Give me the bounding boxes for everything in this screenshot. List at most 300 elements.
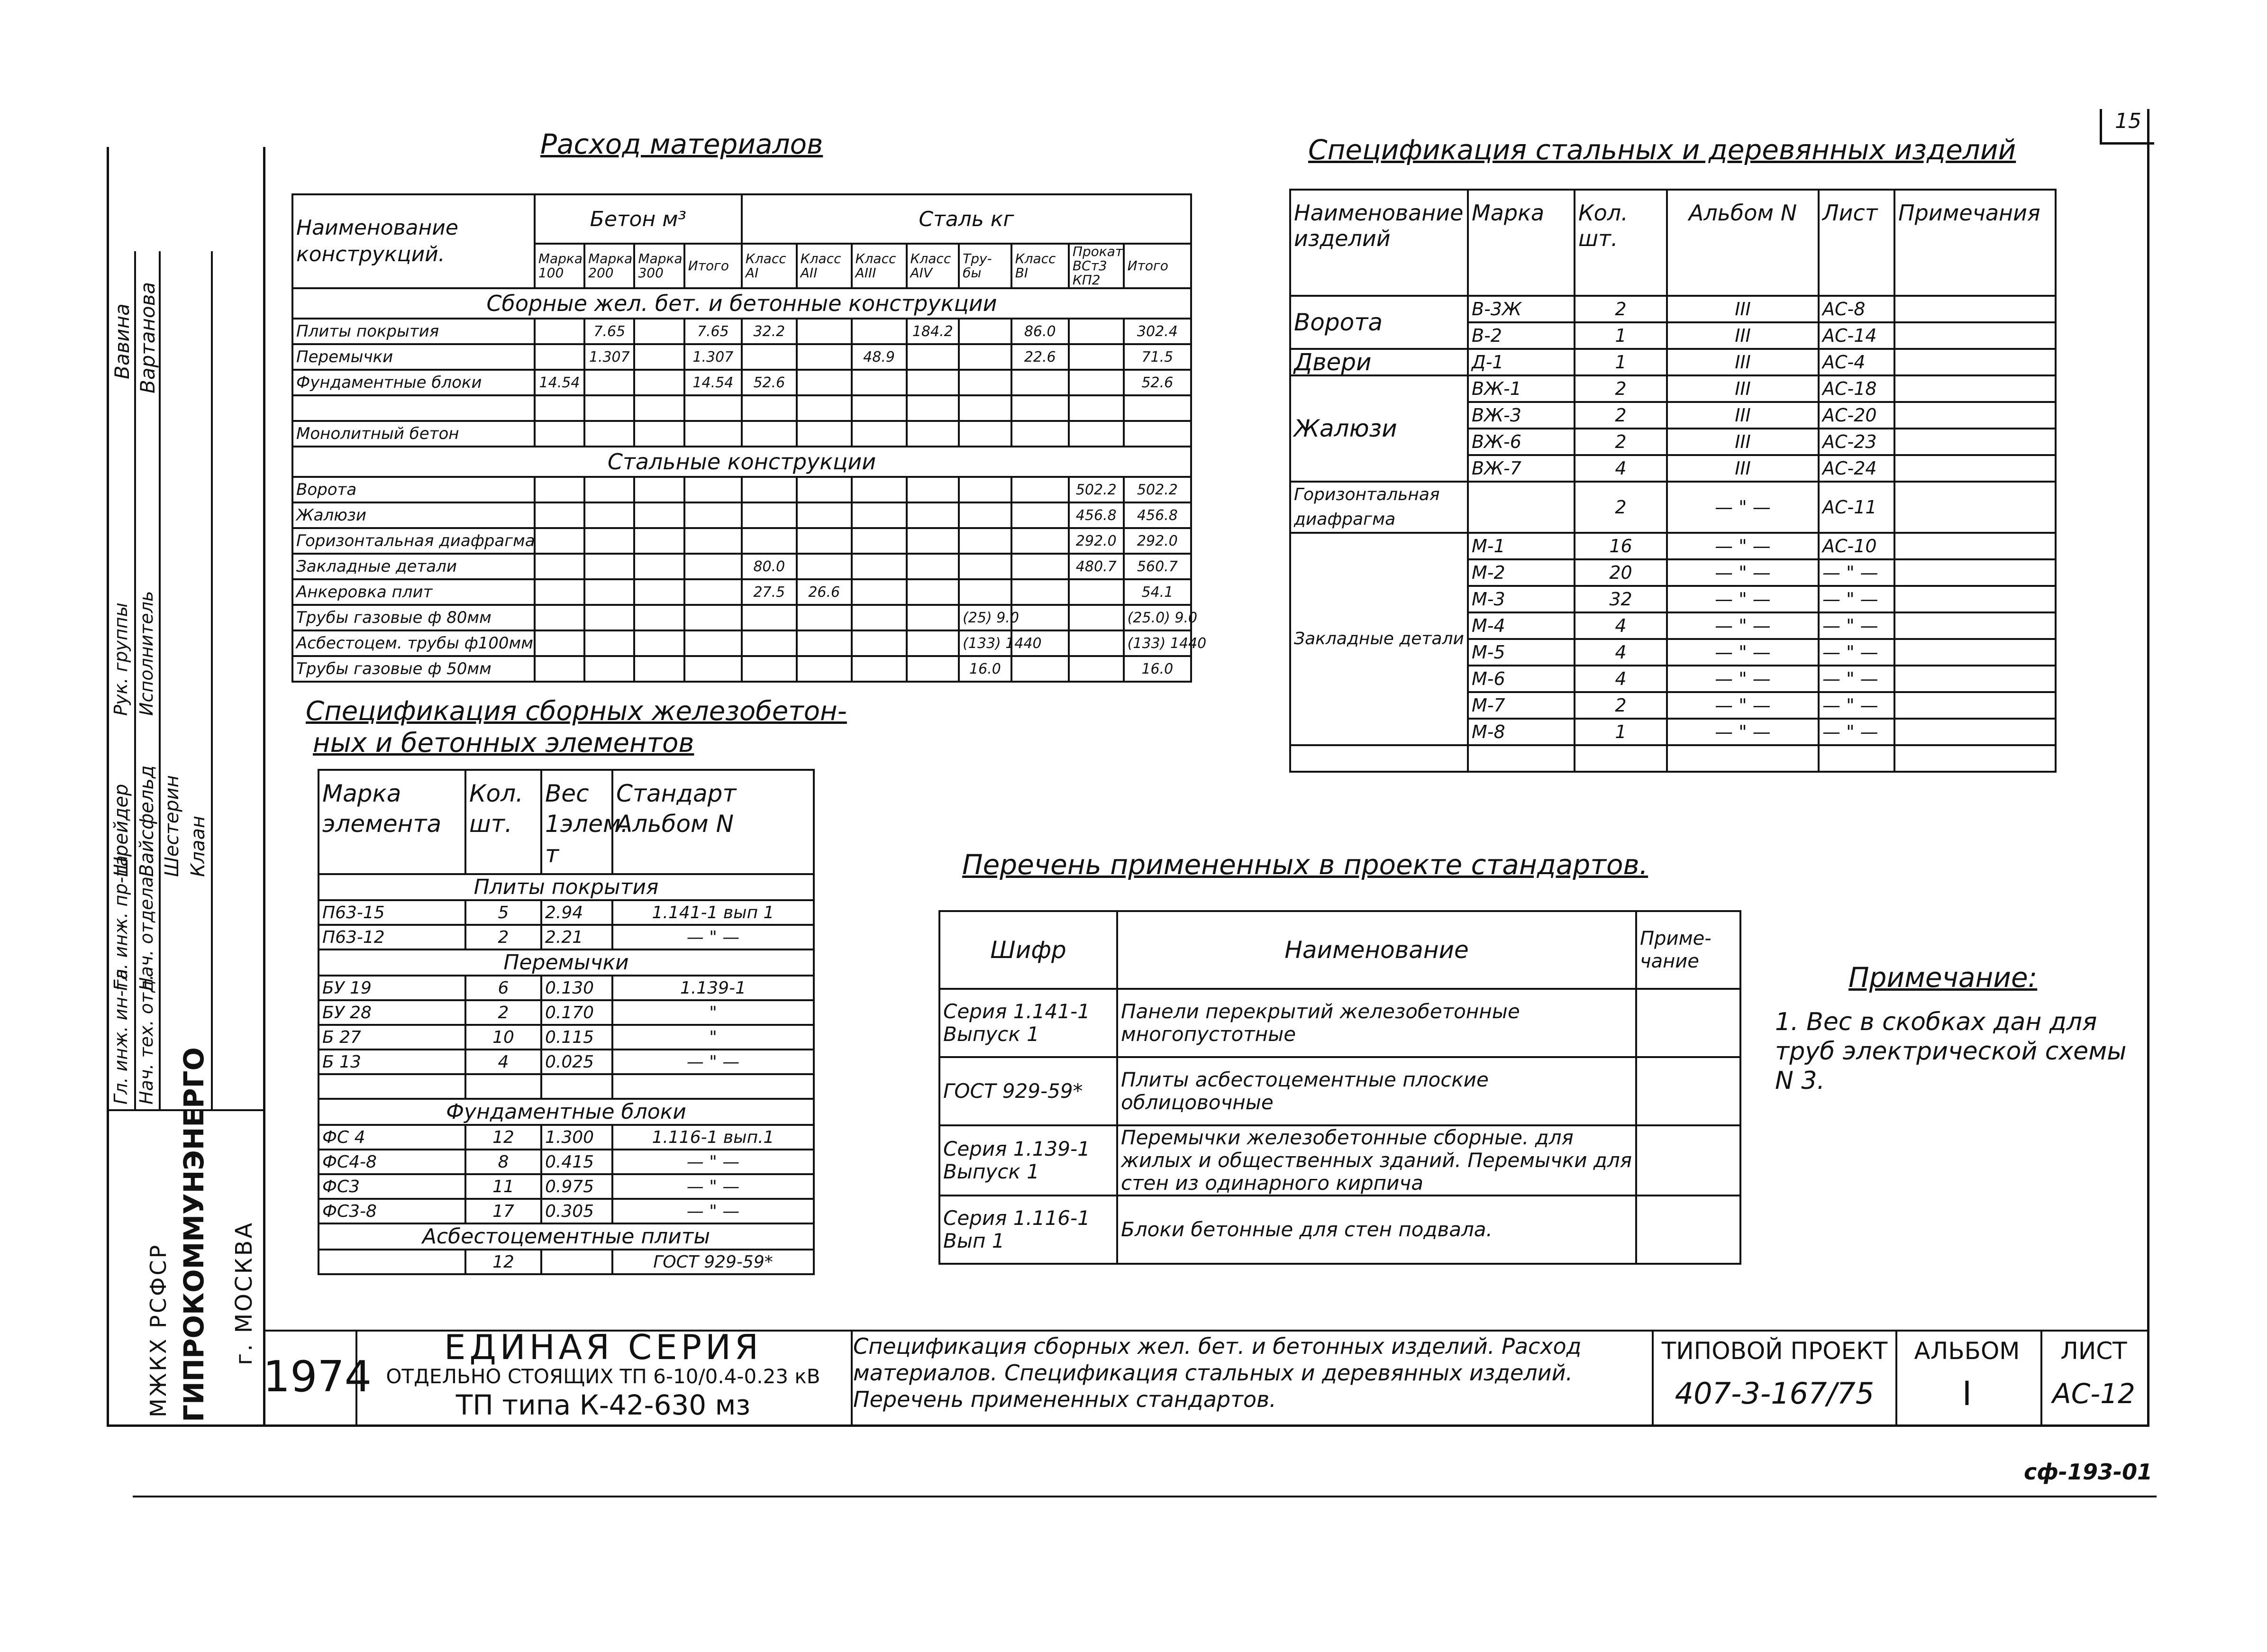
row-qty: [465, 1074, 541, 1099]
table-row: [1290, 349, 2056, 375]
row-value: [1011, 502, 1069, 528]
row-code: Серия 1.116-1 Вып 1: [939, 1196, 1117, 1264]
row-name: Монолитный бетон: [292, 421, 535, 447]
page-number: 15: [2100, 109, 2154, 145]
tb-sheet-value: АС-12: [2052, 1378, 2135, 1410]
row-value: [535, 421, 584, 447]
table-row: [292, 630, 1191, 656]
row-value: [1069, 370, 1124, 395]
row-value: [584, 630, 634, 656]
tb-sheet-label: ЛИСТ: [2060, 1337, 2127, 1365]
row-value: [584, 528, 634, 554]
row-note: [1894, 612, 2056, 639]
tb-series-box: [355, 1327, 853, 1424]
row-sheet: АС-8: [1819, 296, 1894, 322]
row-value: [907, 579, 959, 605]
row-sheet: — " —: [1819, 692, 1894, 719]
row-weight: 0.305: [541, 1199, 612, 1223]
sw-header-cell: Примечания: [1894, 190, 2056, 296]
row-mark: ФС 4: [319, 1125, 465, 1150]
row-value: [1011, 421, 1069, 447]
row-qty: 2: [1575, 429, 1667, 455]
standards-title: Перечень примененных в проекте стандартов.: [962, 849, 1648, 881]
row-sheet: АС-10: [1819, 533, 1894, 559]
row-album: — " —: [1667, 559, 1819, 586]
row-note: [1636, 1125, 1740, 1196]
row-note: [1894, 559, 2056, 586]
note-text: 1. Вес в скобках дан для труб электрической схемы N 3.: [1775, 1008, 2127, 1095]
row-value: [584, 370, 634, 395]
row-value: [684, 502, 742, 528]
row-mark: П63-15: [319, 900, 465, 925]
row-mark: М-4: [1468, 612, 1575, 639]
row-qty: 16: [1575, 533, 1667, 559]
row-value: [634, 395, 684, 421]
st-header-cell: Наименование: [1117, 911, 1636, 989]
row-value: [634, 554, 684, 579]
row-name: Плиты асбестоцементные плоские облицовочные: [1117, 1057, 1636, 1125]
table-row: [319, 1050, 814, 1074]
row-value: [852, 630, 907, 656]
row-value: [535, 579, 584, 605]
stamp-name: Клаан: [187, 815, 209, 877]
row-value: [1011, 370, 1069, 395]
row-value: [852, 502, 907, 528]
stamp-city: г. МОСКВА: [231, 1221, 257, 1365]
row-value: [742, 421, 797, 447]
table-row: [319, 925, 814, 949]
table-row: [292, 656, 1191, 682]
row-value: 22.6: [1011, 344, 1069, 370]
elements-group-title: Плиты покрытия: [319, 874, 814, 900]
subheader-cell: Прокат ВСт3 КП2: [1069, 244, 1124, 288]
row-code: Серия 1.139-1 Выпуск 1: [939, 1125, 1117, 1196]
stamp-name: Шрейдер: [110, 784, 132, 877]
row-value: [634, 502, 684, 528]
row-value: 86.0: [1011, 319, 1069, 344]
row-value: [684, 554, 742, 579]
row-weight: 0.415: [541, 1150, 612, 1174]
row-note: [1636, 1196, 1740, 1264]
row-value: [907, 528, 959, 554]
steel-wood-body: [1290, 296, 2056, 772]
row-value: [684, 395, 742, 421]
row-value: [852, 477, 907, 502]
row-qty: 12: [465, 1250, 541, 1274]
group-name: Ворота: [1290, 296, 1468, 349]
row-name: Горизонтальная диафрагма: [292, 528, 535, 554]
row-album: — " —: [1667, 612, 1819, 639]
row-value: 71.5: [1124, 344, 1191, 370]
tb-year: 1974: [263, 1330, 357, 1424]
table-row: [939, 1057, 1740, 1125]
subheader-cell: Марка 200: [584, 244, 634, 288]
row-note: [1636, 1057, 1740, 1125]
row-value: 456.8: [1124, 502, 1191, 528]
row-standard: — " —: [612, 1199, 814, 1223]
row-value: 292.0: [1124, 528, 1191, 554]
row-note: [1894, 455, 2056, 482]
row-value: [584, 477, 634, 502]
row-name: [1290, 745, 1468, 772]
row-standard: — " —: [612, 1150, 814, 1174]
row-value: [797, 656, 852, 682]
row-qty: 1: [1575, 719, 1667, 745]
elements-table: [318, 769, 815, 1275]
table-row: [292, 579, 1191, 605]
row-qty: 17: [465, 1199, 541, 1223]
row-value: [959, 528, 1011, 554]
subheader-cell: Марка 300: [634, 244, 684, 288]
row-qty: 20: [1575, 559, 1667, 586]
row-qty: 2: [1575, 692, 1667, 719]
row-value: [852, 554, 907, 579]
row-value: [1894, 745, 2056, 772]
el-header-cell: Марка элемента: [319, 770, 465, 874]
materials-section-title: Стальные конструкции: [292, 447, 1191, 477]
row-mark: БУ 28: [319, 1000, 465, 1025]
row-value: [959, 579, 1011, 605]
row-value: [1069, 395, 1124, 421]
row-value: [1069, 630, 1124, 656]
row-value: 480.7: [1069, 554, 1124, 579]
row-value: [584, 605, 634, 630]
table-row: [319, 1074, 814, 1099]
row-value: [797, 370, 852, 395]
row-mark: Б 27: [319, 1025, 465, 1050]
row-value: 502.2: [1124, 477, 1191, 502]
sw-header-cell: Марка: [1468, 190, 1575, 296]
row-value: 16.0: [959, 656, 1011, 682]
row-value: 80.0: [742, 554, 797, 579]
row-value: [535, 630, 584, 656]
row-standard: — " —: [612, 925, 814, 949]
materials-section-title: Сборные жел. бет. и бетонные конструкции: [292, 288, 1191, 319]
table-row: [1290, 375, 2056, 402]
table-row: [292, 421, 1191, 447]
note-title: Примечание:: [1848, 961, 2038, 994]
row-note: [1894, 719, 2056, 745]
sw-header-cell: Наименование изделий: [1290, 190, 1468, 296]
st-header-cell: Шифр: [939, 911, 1117, 989]
row-name: Плиты покрытия: [292, 319, 535, 344]
row-value: [797, 554, 852, 579]
table-row: [292, 344, 1191, 370]
subheader-cell: Итого: [1124, 244, 1191, 288]
row-note: [1894, 482, 2056, 533]
row-value: 302.4: [1124, 319, 1191, 344]
row-qty: 4: [1575, 455, 1667, 482]
row-name: Фундаментные блоки: [292, 370, 535, 395]
tb-album-box: [1894, 1330, 2042, 1424]
row-album: III: [1667, 402, 1819, 429]
row-value: [959, 477, 1011, 502]
side-stamp: [107, 251, 263, 1424]
row-standard: 1.141-1 вып 1: [612, 900, 814, 925]
stamp-role: Нач. тех. отд.: [136, 974, 157, 1104]
row-value: 16.0: [1124, 656, 1191, 682]
row-value: [1819, 745, 1894, 772]
row-value: [1069, 579, 1124, 605]
row-mark: М-7: [1468, 692, 1575, 719]
row-mark: ФС4-8: [319, 1150, 465, 1174]
row-value: [907, 630, 959, 656]
row-qty: 6: [465, 976, 541, 1000]
row-album: III: [1667, 349, 1819, 375]
row-note: [1894, 533, 2056, 559]
row-mark: ФС3-8: [319, 1199, 465, 1223]
table-row: [319, 976, 814, 1000]
row-mark: М-3: [1468, 586, 1575, 612]
row-sheet: АС-14: [1819, 322, 1894, 349]
stamp-role: Гл. инж. пр-та: [110, 855, 131, 991]
table-row: [292, 605, 1191, 630]
row-album: — " —: [1667, 482, 1819, 533]
row-value: 1.307: [584, 344, 634, 370]
row-value: 292.0: [1069, 528, 1124, 554]
table-row: [292, 370, 1191, 395]
row-name: Панели перекрытий железобетонные многопустотные: [1117, 989, 1636, 1057]
row-value: [535, 477, 584, 502]
row-value: [684, 605, 742, 630]
tb-album-label: АЛЬБОМ: [1914, 1337, 2020, 1365]
row-sheet: — " —: [1819, 639, 1894, 666]
stamp-role: Гл. инж. ин-та: [110, 968, 131, 1104]
row-qty: 8: [465, 1150, 541, 1174]
table-row: [939, 1196, 1740, 1264]
el-header-cell: Вес 1элем. т: [541, 770, 612, 874]
row-mark: М-5: [1468, 639, 1575, 666]
row-value: [852, 656, 907, 682]
stamp-role: Рук. группы: [110, 602, 131, 716]
tb-sheet-box: [2040, 1330, 2147, 1424]
row-value: [634, 319, 684, 344]
row-value: [1667, 745, 1819, 772]
row-mark: М-1: [1468, 533, 1575, 559]
row-value: [797, 528, 852, 554]
tb-project-label: ТИПОВОЙ ПРОЕКТ: [1661, 1337, 1888, 1365]
row-value: (25) 9.0: [959, 605, 1011, 630]
row-album: — " —: [1667, 586, 1819, 612]
row-value: 184.2: [907, 319, 959, 344]
row-code: Серия 1.141-1 Выпуск 1: [939, 989, 1117, 1057]
row-value: [684, 477, 742, 502]
row-value: [742, 477, 797, 502]
row-album: III: [1667, 296, 1819, 322]
stamp-name: Вартанова: [136, 282, 159, 393]
row-value: [634, 528, 684, 554]
row-value: [1124, 395, 1191, 421]
stamp-col-line: [211, 251, 213, 1109]
row-mark: В-3Ж: [1468, 296, 1575, 322]
row-mark: ВЖ-6: [1468, 429, 1575, 455]
stamp-name: Вайсфельд: [136, 765, 158, 877]
row-value: 456.8: [1069, 502, 1124, 528]
materials-header-steel: Сталь кг: [742, 194, 1191, 244]
elements-group-row: [319, 949, 814, 976]
row-code: ГОСТ 929-59*: [939, 1057, 1117, 1125]
row-note: [1636, 989, 1740, 1057]
table-row: [319, 1150, 814, 1174]
materials-header-concrete: Бетон м³: [535, 194, 742, 244]
steel-wood-title: Спецификация стальных и деревянных изделий: [1308, 134, 2016, 166]
table-row: [292, 319, 1191, 344]
row-value: [535, 605, 584, 630]
row-mark: ВЖ-7: [1468, 455, 1575, 482]
row-note: [1894, 429, 2056, 455]
row-value: [852, 579, 907, 605]
row-qty: 2: [1575, 482, 1667, 533]
subheader-cell: Класс АIV: [907, 244, 959, 288]
row-value: 14.54: [684, 370, 742, 395]
row-qty: 2: [465, 1000, 541, 1025]
row-value: [1124, 421, 1191, 447]
tb-subtitle: ОТДЕЛЬНО СТОЯЩИХ ТП 6-10/0.4-0.23 кВ: [386, 1365, 820, 1388]
row-value: [852, 605, 907, 630]
row-value: [959, 421, 1011, 447]
row-value: [797, 319, 852, 344]
row-name: Асбестоцем. трубы ф100мм: [292, 630, 535, 656]
row-value: [1069, 605, 1124, 630]
subheader-cell: Класс АII: [797, 244, 852, 288]
row-value: [907, 395, 959, 421]
sw-header-cell: Лист: [1819, 190, 1894, 296]
row-value: [634, 370, 684, 395]
table-row: [292, 502, 1191, 528]
row-album: III: [1667, 322, 1819, 349]
row-standard: ": [612, 1025, 814, 1050]
cut-line: [133, 1496, 2157, 1497]
row-album: — " —: [1667, 692, 1819, 719]
row-qty: 32: [1575, 586, 1667, 612]
row-sheet: АС-23: [1819, 429, 1894, 455]
row-value: [742, 344, 797, 370]
frame-right-line: [2147, 109, 2149, 1427]
row-mark: П63-12: [319, 925, 465, 949]
row-sheet: — " —: [1819, 612, 1894, 639]
row-value: [535, 502, 584, 528]
row-name: [292, 395, 535, 421]
row-value: [852, 528, 907, 554]
row-value: [742, 630, 797, 656]
row-value: [535, 319, 584, 344]
table-row: [1290, 745, 2056, 772]
group-name: Горизонтальная диафрагма: [1290, 482, 1468, 533]
row-qty: 11: [465, 1174, 541, 1199]
materials-table: [291, 193, 1207, 683]
row-value: [797, 344, 852, 370]
row-sheet: АС-4: [1819, 349, 1894, 375]
subheader-cell: Итого: [684, 244, 742, 288]
row-value: [959, 395, 1011, 421]
row-value: [1011, 656, 1069, 682]
row-standard: — " —: [612, 1050, 814, 1074]
row-mark: М-6: [1468, 666, 1575, 692]
tb-album-value: I: [1962, 1374, 1972, 1413]
row-note: [1894, 402, 2056, 429]
table-row: [319, 1250, 814, 1274]
group-name: Жалюзи: [1290, 375, 1468, 482]
row-value: [535, 344, 584, 370]
row-value: [535, 395, 584, 421]
row-value: 27.5: [742, 579, 797, 605]
standards-header-row: [939, 911, 1740, 989]
row-value: [1468, 745, 1575, 772]
standards-body: [939, 989, 1740, 1264]
row-value: 26.6: [797, 579, 852, 605]
table-row: [319, 1000, 814, 1025]
row-mark: БУ 19: [319, 976, 465, 1000]
row-value: [1069, 421, 1124, 447]
tb-project-box: [1652, 1330, 1897, 1424]
row-weight: 0.025: [541, 1050, 612, 1074]
table-row: [1290, 533, 2056, 559]
row-value: [634, 344, 684, 370]
tb-description: Спецификация сборных жел. бет. и бетонных изделий. Расход материалов. Спецификация стальных и деревянных изделий. Перечень примененных стандартов.: [853, 1333, 1582, 1412]
row-value: [1575, 745, 1667, 772]
row-qty: 2: [1575, 375, 1667, 402]
row-album: III: [1667, 455, 1819, 482]
row-standard: — " —: [612, 1174, 814, 1199]
row-name: Трубы газовые ф 50мм: [292, 656, 535, 682]
row-standard: 1.139-1: [612, 976, 814, 1000]
row-value: [1069, 319, 1124, 344]
row-name: Ворота: [292, 477, 535, 502]
row-sheet: АС-11: [1819, 482, 1894, 533]
subheader-cell: Класс АIII: [852, 244, 907, 288]
materials-section-row: [292, 288, 1191, 319]
row-value: (133) 1440: [1124, 630, 1191, 656]
row-value: [742, 502, 797, 528]
row-mark: Д-1: [1468, 349, 1575, 375]
row-value: [797, 477, 852, 502]
row-value: (25.0) 9.0: [1124, 605, 1191, 630]
row-name: Жалюзи: [292, 502, 535, 528]
row-value: [634, 421, 684, 447]
elements-group-title: Фундаментные блоки: [319, 1099, 814, 1125]
row-value: [1069, 344, 1124, 370]
row-note: [1894, 586, 2056, 612]
row-value: 14.54: [535, 370, 584, 395]
row-value: [684, 528, 742, 554]
row-mark: Б 13: [319, 1050, 465, 1074]
row-value: [1011, 554, 1069, 579]
row-value: [797, 605, 852, 630]
materials-body: [292, 288, 1207, 682]
row-standard: ": [612, 1000, 814, 1025]
row-value: [535, 528, 584, 554]
sw-header-cell: Альбом N: [1667, 190, 1819, 296]
row-qty: 4: [1575, 612, 1667, 639]
materials-header-name: Наименование конструкций.: [292, 194, 535, 288]
row-sheet: — " —: [1819, 719, 1894, 745]
row-value: [852, 370, 907, 395]
elements-title-line2: ных и бетонных элементов: [313, 728, 694, 758]
row-value: [584, 656, 634, 682]
row-album: — " —: [1667, 666, 1819, 692]
row-weight: [541, 1074, 612, 1099]
row-weight: 2.21: [541, 925, 612, 949]
row-value: [797, 502, 852, 528]
row-weight: 2.94: [541, 900, 612, 925]
row-value: 502.2: [1069, 477, 1124, 502]
table-row: [319, 1025, 814, 1050]
row-name: Перемычки железобетонные сборные. для жилых и общественных зданий. Перемычки для стен из одинарного кирпича: [1117, 1125, 1636, 1196]
frame-stamp-line: [263, 147, 265, 1427]
row-qty: 1: [1575, 322, 1667, 349]
row-value: [959, 319, 1011, 344]
row-value: [584, 421, 634, 447]
